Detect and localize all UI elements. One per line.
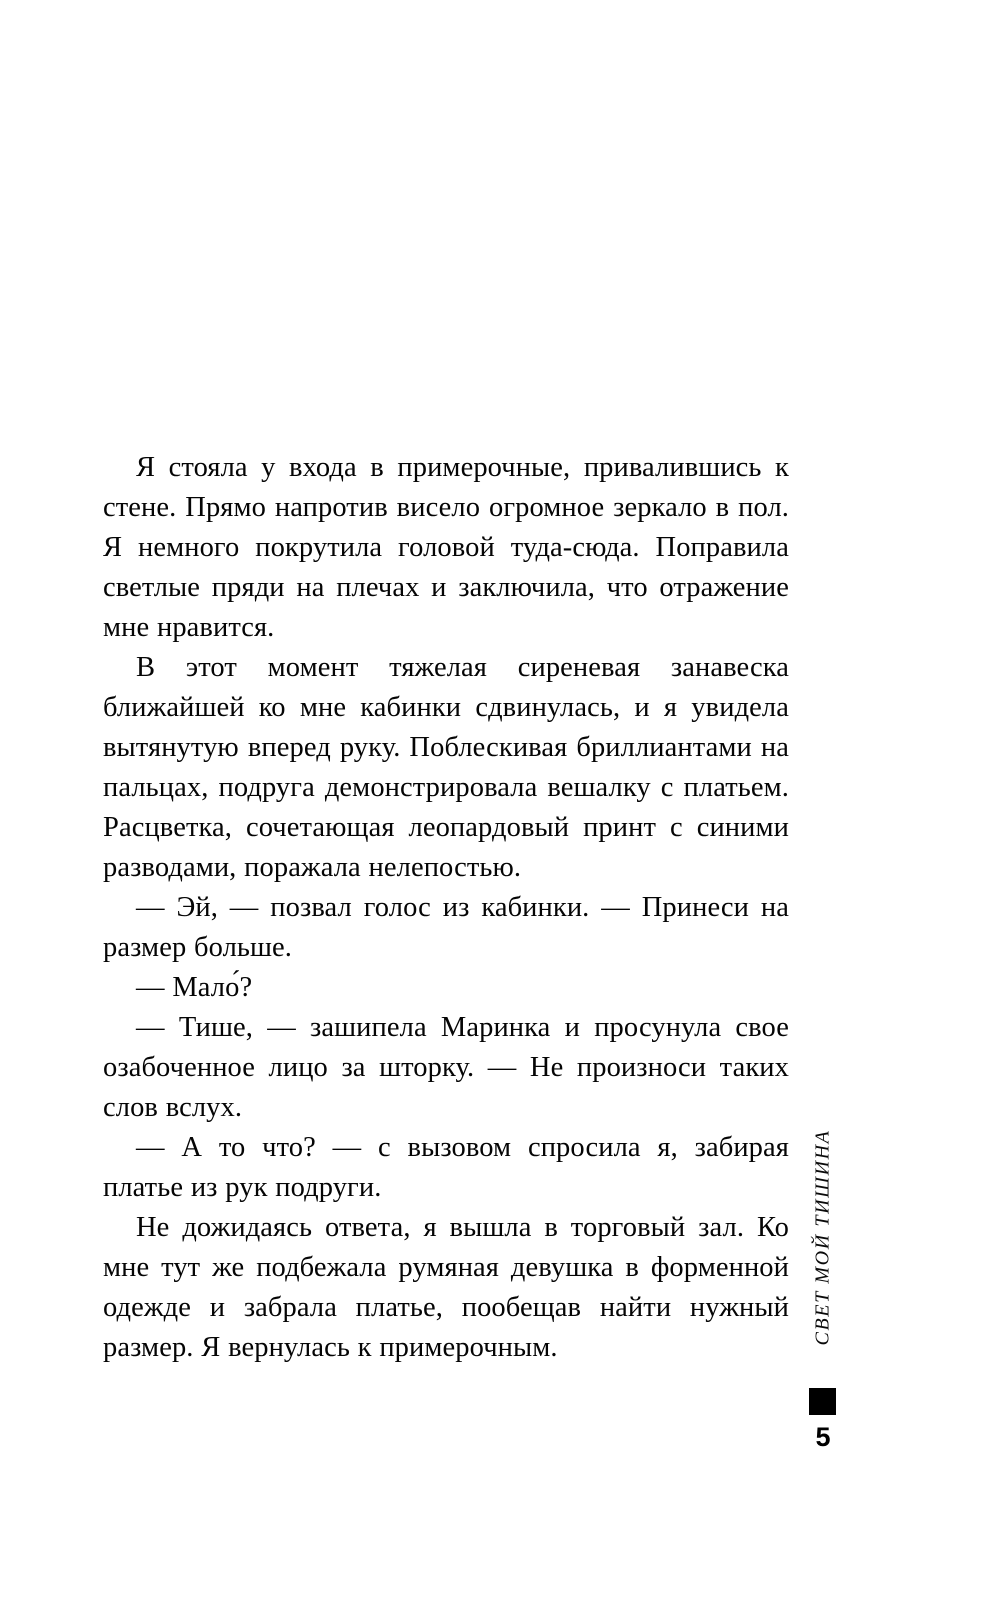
page-number: 5: [815, 1422, 831, 1452]
paragraph: Не дожидаясь ответа, я вышла в торговый зал. Ко мне тут же подбежала румяная девушка в форменной одежде и забрала платье, пообещав найти нужный размер. Я вернулась к примерочным.: [103, 1212, 789, 1363]
paragraph: Я стояла у входа в примерочные, привалившись к стене. Прямо напротив висело огромное зеркало в пол. Я немного покрутила головой туда-сюда. Поправила светлые пряди на плечах и заключила, что отражение мне нравится.: [103, 452, 789, 643]
paragraph: — А то что? — с вызовом спросила я, забирая платье из рук подруги.: [103, 1132, 789, 1203]
running-head: [806, 1100, 840, 1375]
running-head-label: СВЕТ МОЙ ТИШИНА: [811, 1129, 834, 1346]
body-text-column: [103, 448, 789, 1368]
paragraph: В этот момент тяжелая сиреневая занавеска ближайшей ко мне кабинки сдвинулась, и я увидела вытянутую вперед руку. Поблескивая бриллиантами на пальцах, подруга демонстрировала вешалку с платьем. Расцветка, сочетающая леопардовый принт с синими разводами, поражала нелепостью.: [103, 652, 789, 883]
paragraph: — Эй, — позвал голос из кабинки. — Принеси на размер больше.: [103, 892, 789, 963]
paragraph: — Тише, — зашипела Маринка и просунула свое озабоченное лицо за шторку. — Не произноси таких слов вслух.: [103, 1012, 789, 1123]
black-square-marker-icon: [809, 1388, 836, 1415]
paragraph: — Мало́?: [136, 972, 253, 1003]
